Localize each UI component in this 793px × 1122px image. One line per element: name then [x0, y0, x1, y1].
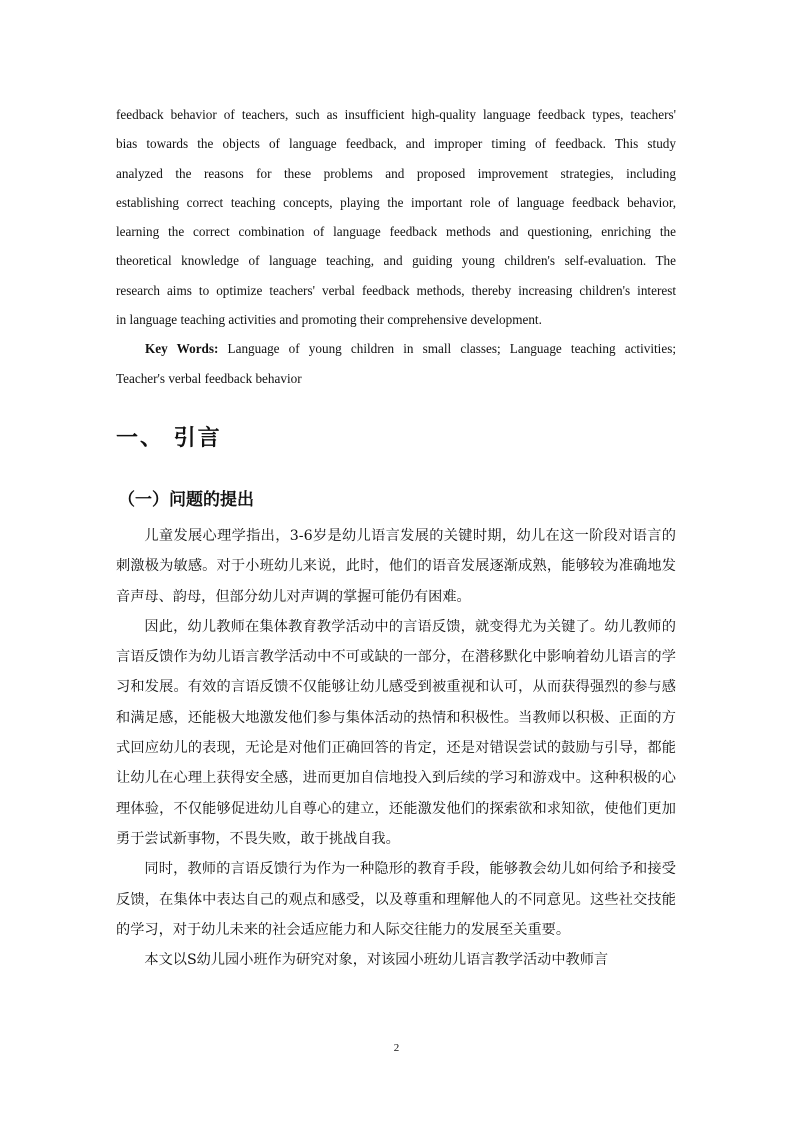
body-paragraph: 同时，教师的言语反馈行为作为一种隐形的教育手段，能够教会幼儿如何给予和接受反馈，在集体中表达自己的观点和感受，以及尊重和理解他人的不同意见。这些社交技能的学习，对于幼儿未来的社会适应能力和人际交往能力的发展至关重要。	[116, 861, 676, 938]
abstract-line: theoretical knowledge of language teaching, and guiding young children's self-evaluation. The	[116, 253, 676, 269]
abstract-english	[116, 100, 676, 393]
body-paragraph: 本文以S幼儿园小班作为研究对象，对该园小班幼儿语言教学活动中教师言	[144, 952, 609, 969]
page-number: 2	[393, 1042, 400, 1054]
abstract-line: establishing correct teaching concepts, playing the important role of language feedback behavior,	[116, 194, 676, 210]
abstract-line: learning the correct combination of language feedback methods and questioning, enriching the	[116, 224, 676, 240]
abstract-line: in language teaching activities and promoting their comprehensive development.	[116, 312, 542, 328]
abstract-line: research aims to optimize teachers' verbal feedback methods, thereby increasing children's interest	[116, 282, 676, 298]
keywords-label: Key Words:	[145, 341, 219, 357]
body-paragraph: 儿童发展心理学指出，3-6岁是幼儿语言发展的关键时期，幼儿在这一阶段对语言的刺激极为敏感。对于小班幼儿来说，此时，他们的语音发展逐渐成熟，能够较为准确地发音声母、韵母，但部分幼儿对声调的掌握可能仍有困难。	[116, 528, 676, 605]
keywords-text: Language of young children in small classes; Language teaching activities;	[227, 341, 676, 357]
keywords-continuation: Teacher's verbal feedback behavior	[116, 370, 302, 386]
keywords-line	[116, 334, 676, 363]
abstract-line: analyzed the reasons for these problems and proposed improvement strategies, including	[116, 165, 676, 181]
subsection-heading: （一）问题的提出	[118, 490, 254, 510]
body-paragraph: 因此，幼儿教师在集体教育教学活动中的言语反馈，就变得尤为关键了。幼儿教师的言语反馈作为幼儿语言教学活动中不可或缺的一部分，在潜移默化中影响着幼儿语言的学习和发展。有效的言语反馈不仅能够让幼儿感受到被重视和认可，从而获得强烈的参与感和满足感，还能极大地激发他们参与集体活动的热情和积极性。当教师以积极、正面的方式回应幼儿的表现，无论是对他们正确回答的肯定，还是对错误尝试的鼓励与引导，都能让幼儿在心理上获得安全感，进而更加自信地投入到后续的学习和游戏中。这种积极的心理体验，不仅能够促进幼儿自尊心的建立，还能激发他们的探索欲和求知欲，使他们更加勇于尝试新事物，不畏失败，敢于挑战自我。	[116, 618, 676, 847]
body-text	[116, 521, 676, 975]
abstract-line: feedback behavior of teachers, such as insufficient high-quality language feedback types, teachers'	[116, 107, 676, 122]
abstract-line: bias towards the objects of language feedback, and improper timing of feedback. This study	[116, 136, 676, 152]
section-heading: 一、 引言	[116, 426, 222, 451]
